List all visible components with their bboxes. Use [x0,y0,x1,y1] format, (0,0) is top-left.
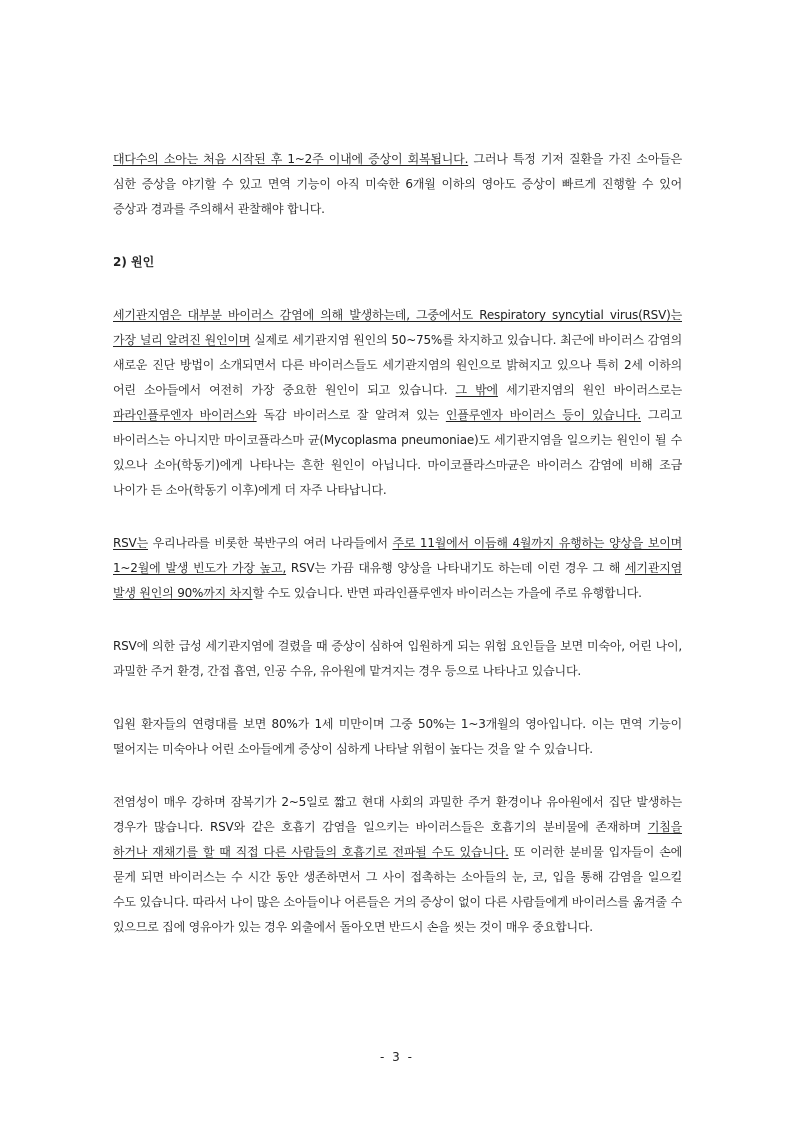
underlined-text: 세기관지염 발생 원인의 90%까지 차지 [113,561,682,600]
section-heading-cause: 2) 원인 [113,255,155,269]
document-body [113,147,682,968]
paragraph-risk-factors: RSV에 의한 급성 세기관지염에 걸렸을 때 증상이 심하여 입원하게 되는 위험 요인들을 보면 미숙아, 어린 나이, 과밀한 주거 환경, 간접 흡연, 인공 수유, 유아원에 맡겨지는 경우 등으로 나타나고 있습니다. [113,639,682,678]
text-run: 우리나라를 비롯한 북반구의 여러 나라들에서 [147,536,393,550]
paragraph-transmission [113,790,682,940]
text-run: 또 이러한 분비물 입자들이 손에 묻게 되면 바이러스는 수 시간 동안 생존하면서 그 사이 접촉하는 소아들의 눈, 코, 입을 통해 감염을 일으킬 수도 있습니다. 따라서 나이 많은 소아들이나 어른들은 거의 증상이 없이 다른 사람들에게 바이러스를 옮겨줄 수 있으므로 집에 영유아가 있는 경우 외출에서 돌아오면 반드시 손을 씻는 것이 매우 중요합니다. [113,845,683,934]
underlined-text: 세기관지염은 대부분 바이러스 감염에 의해 발생하는데, 그중에서도 Respiratory syncytial virus(RSV)는 가장 널리 알려진 원인이며 [113,308,682,347]
paragraph-rsv-season [113,531,682,606]
text-run: 독감 바이러스로 잘 알려져 있는 [256,408,446,422]
text-run: 실제로 세기관지염 원인의 50~75%를 차지하고 있습니다. 최근에 바이러스 감염의 새로운 진단 방법이 소개되면서 다른 바이러스들도 세기관지염의 원인으로 밝혀지고 있으나 특히 2세 이하의 어린 소아들에서 여전히 가장 중요한 원인이 되고 있습니다. [113,333,682,397]
underlined-text: 그 밖에 [455,383,498,397]
text-run: 그리고 바이러스는 아니지만 마이코플라스마 균(Mycoplasma pneumoniae)도 세기관지염을 일으키는 원인이 될 수 있으나 소아(학동기)에게 나타나는 흔한 원인이 아닙니다. 마이코플라스마균은 바이러스 감염에 비해 조금 나이가 든 소아(학동기 이후)에게 더 자주 나타납니다. [113,408,682,497]
text-run: 전염성이 매우 강하며 잠복기가 2~5일로 짧고 현대 사회의 과밀한 주거 환경이나 유아원에서 집단 발생하는 경우가 많습니다. RSV와 같은 호흡기 감염을 일으키는 바이러스들은 호흡기의 분비물에 존재하며 [113,795,682,834]
underlined-text: 주로 11월에서 이듬해 4월까지 유행하는 양상을 보이며 1~2월에 발생 빈도가 가장 높고, [113,536,682,575]
text-run: RSV는 가끔 대유행 양상을 나타내기도 하는데 이런 경우 그 해 [286,561,626,575]
underlined-text: 기침을 하거나 재채기를 할 때 직접 다른 사람들의 호흡기로 전파될 수도 있습니다. [113,820,682,859]
page-number: - 3 - [380,1050,414,1064]
text-run: 세기관지염의 원인 바이러스로는 [497,383,682,397]
paragraph-recovery [113,147,682,222]
paragraph-causes [113,303,682,503]
underlined-text: RSV는 [113,536,148,550]
underlined-text: 파라인플루엔자 바이러스와 [113,408,257,422]
underlined-text: 인플루엔자 바이러스 등이 있습니다. [445,408,641,422]
text-run: 할 수도 있습니다. 반면 파라인플루엔자 바이러스는 가을에 주로 유행합니다. [252,586,642,600]
paragraph-age-groups: 입원 환자들의 연령대를 보면 80%가 1세 미만이며 그중 50%는 1~3개월의 영아입니다. 이는 면역 기능이 떨어지는 미숙아나 어린 소아들에게 증상이 심하게 나타날 위험이 높다는 것을 알 수 있습니다. [113,717,682,756]
underlined-text: 대다수의 소아는 처음 시작된 후 1~2주 이내에 증상이 회복됩니다. [113,152,469,166]
text-run: 그러나 특정 기저 질환을 가진 소아들은 심한 증상을 야기할 수 있고 면역 기능이 아직 미숙한 6개월 이하의 영아도 증상이 빠르게 진행할 수 있어 증상과 경과를 주의해서 관찰해야 합니다. [113,152,682,216]
